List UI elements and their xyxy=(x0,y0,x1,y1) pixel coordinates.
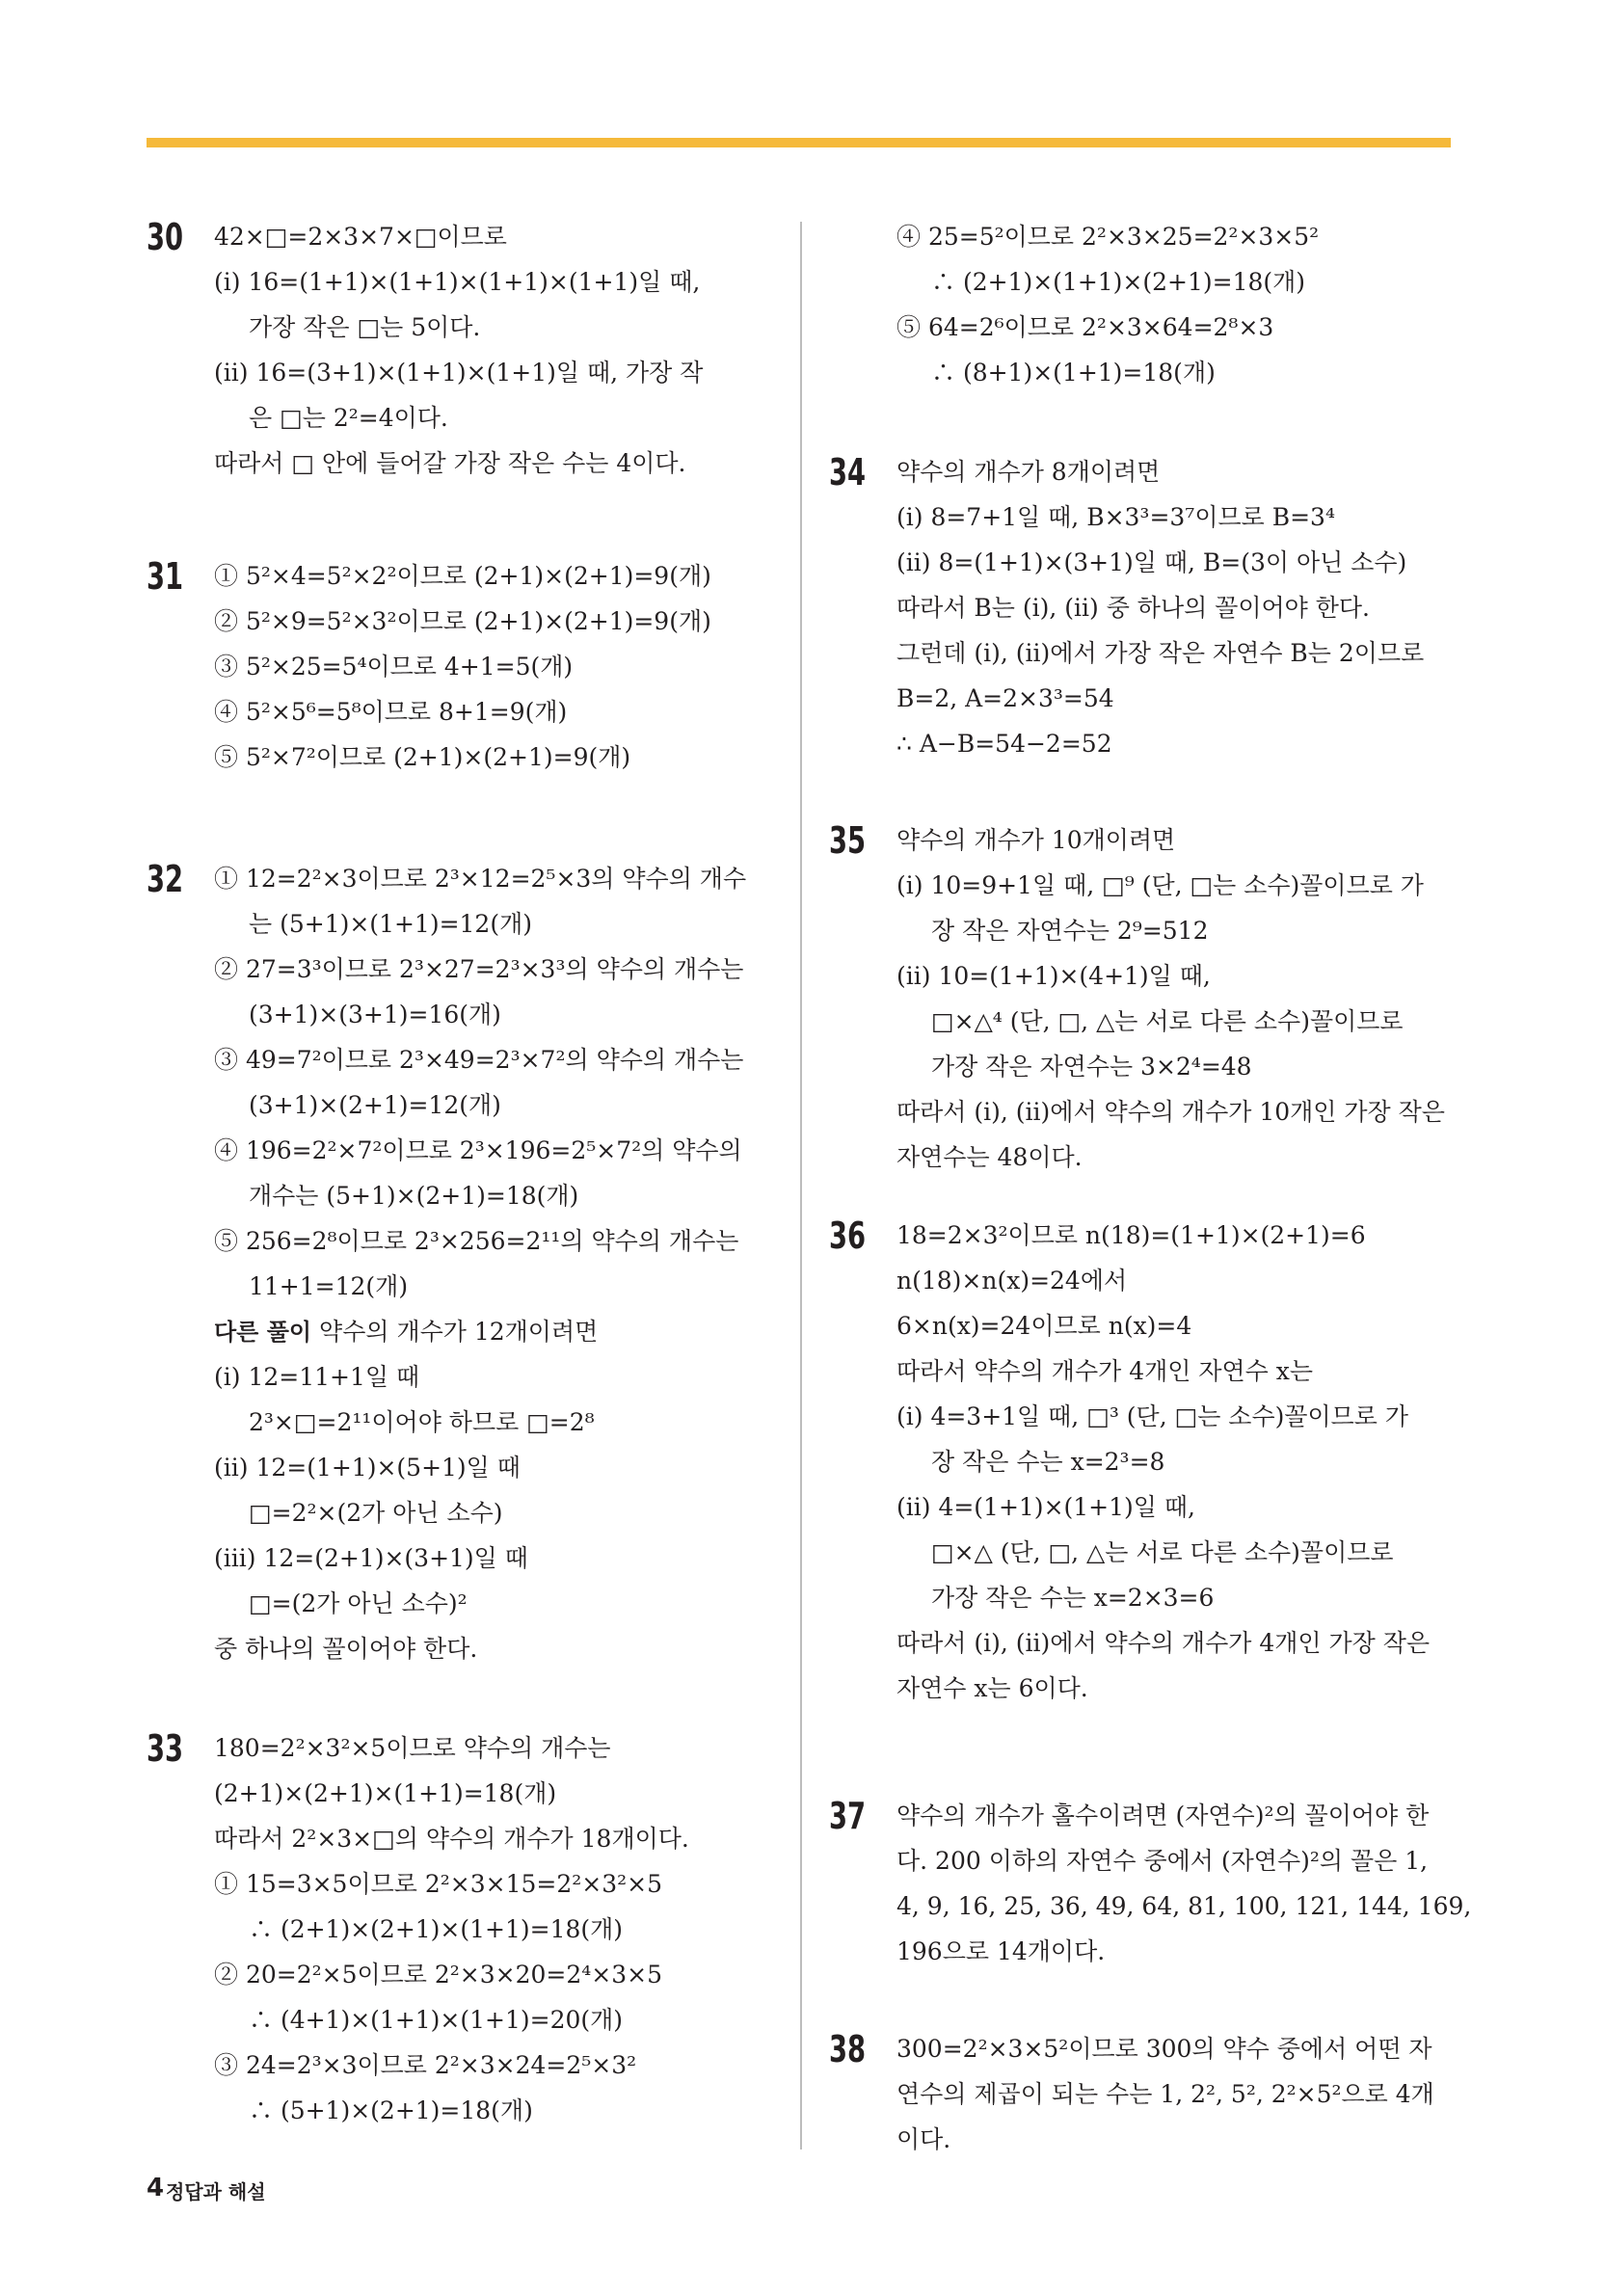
problem-block xyxy=(147,553,841,780)
solution-text: ∴ A−B=54−2=52 xyxy=(896,730,1112,758)
solution-line xyxy=(896,1883,1523,1929)
solution-line xyxy=(896,863,1523,908)
problem-number: 32 xyxy=(147,858,184,900)
solution-line xyxy=(896,908,1523,953)
solution-text: (3+1)×(2+1)=12(개) xyxy=(249,1091,501,1119)
solution-line xyxy=(896,259,1523,305)
solution-line xyxy=(896,630,1523,676)
solution-text: 장 작은 자연수는 2⁹=512 xyxy=(931,917,1209,945)
solution-line xyxy=(896,1530,1523,1575)
solution-text: 자연수는 48이다. xyxy=(896,1143,1083,1171)
solution-text: (iii) 12=(2+1)×(3+1)일 때 xyxy=(214,1544,528,1572)
solution-line xyxy=(214,305,841,350)
solution-text: 약수의 개수가 홀수이려면 (자연수)²의 꼴이어야 한 xyxy=(896,1802,1430,1829)
solution-line xyxy=(896,2117,1523,2162)
solution-line xyxy=(896,1044,1523,1089)
solution-line xyxy=(896,350,1523,395)
solution-line xyxy=(896,1135,1523,1180)
problem-block xyxy=(829,449,1523,766)
solution-line xyxy=(214,2042,841,2088)
solution-line xyxy=(214,2088,841,2133)
solution-text: (ii) 4=(1+1)×(1+1)일 때, xyxy=(896,1493,1195,1521)
solution-line xyxy=(896,2071,1523,2117)
solution-line xyxy=(214,1535,841,1581)
solution-text: □×△ (단, □, △는 서로 다른 소수)꼴이므로 xyxy=(931,1538,1394,1566)
solution-line xyxy=(214,1581,841,1626)
solution-line xyxy=(896,1089,1523,1135)
problem-block xyxy=(829,214,1523,395)
solution-text: (i) 8=7+1일 때, B×3³=3⁷이므로 B=3⁴ xyxy=(896,503,1335,531)
solution-text: 다. 200 이하의 자연수 중에서 (자연수)²의 꼴은 1, xyxy=(896,1847,1429,1875)
solution-line xyxy=(214,1173,841,1218)
solution-line xyxy=(896,1484,1523,1530)
solution-text: ② 27=3³이므로 2³×27=2³×3³의 약수의 개수는 xyxy=(214,955,744,983)
problem-number: 37 xyxy=(829,1795,867,1837)
solution-line xyxy=(896,449,1523,494)
solution-line xyxy=(214,1037,841,1082)
solution-line xyxy=(214,1725,841,1771)
solution-line xyxy=(896,540,1523,585)
solution-text: 약수의 개수가 12개이려면 xyxy=(319,1318,599,1346)
solution-text: ⑤ 64=2⁶이므로 2²×3×64=2⁸×3 xyxy=(896,313,1274,341)
solution-line xyxy=(214,992,841,1037)
solution-text: (2+1)×(2+1)×(1+1)=18(개) xyxy=(214,1779,557,1807)
solution-text: 2³×□=2¹¹이어야 하므로 □=2⁸ xyxy=(249,1408,595,1436)
footer-label: 정답과 해설 xyxy=(166,2180,266,2203)
solution-text: ① 12=2²×3이므로 2³×12=2⁵×3의 약수의 개수 xyxy=(214,865,747,893)
solution-text: ③ 5²×25=5⁴이므로 4+1=5(개) xyxy=(214,653,574,681)
solution-text: ∴ (2+1)×(1+1)×(2+1)=18(개) xyxy=(931,268,1306,296)
solution-line xyxy=(214,856,841,901)
solution-text: ⑤ 5²×7²이므로 (2+1)×(2+1)=9(개) xyxy=(214,743,631,771)
solution-line xyxy=(214,441,841,486)
solution-text: ∴ (2+1)×(2+1)×(1+1)=18(개) xyxy=(249,1915,624,1943)
solution-text: ∴ (4+1)×(1+1)×(1+1)=20(개) xyxy=(249,2006,624,2034)
solution-line xyxy=(214,1907,841,1952)
solution-text: ④ 5²×5⁶=5⁸이므로 8+1=9(개) xyxy=(214,698,568,726)
problem-number: 35 xyxy=(829,819,867,862)
problem-block xyxy=(829,2026,1523,2162)
solution-line xyxy=(214,599,841,644)
problem-number: 33 xyxy=(147,1727,184,1770)
solution-line xyxy=(214,1128,841,1173)
solution-text: 그런데 (i), (ii)에서 가장 작은 자연수 B는 2이므로 xyxy=(896,639,1425,667)
solution-text: 180=2²×3²×5이므로 약수의 개수는 xyxy=(214,1734,611,1762)
page-number: 4 xyxy=(147,2174,165,2203)
solution-text: (ii) 12=(1+1)×(5+1)일 때 xyxy=(214,1454,521,1482)
solution-line xyxy=(896,676,1523,721)
solution-line xyxy=(896,953,1523,999)
solution-line xyxy=(214,1445,841,1490)
solution-text: 가장 작은 □는 5이다. xyxy=(249,313,481,341)
solution-line xyxy=(214,1354,841,1400)
problem-number: 34 xyxy=(829,451,867,494)
problem-number: 36 xyxy=(829,1215,867,1257)
solution-line xyxy=(214,1490,841,1535)
solution-line xyxy=(214,689,841,734)
solution-line xyxy=(214,395,841,441)
solution-line xyxy=(214,1952,841,1997)
solution-text: ② 5²×9=5²×3²이므로 (2+1)×(2+1)=9(개) xyxy=(214,607,711,635)
solution-text: 따라서 2²×3×□의 약수의 개수가 18개이다. xyxy=(214,1825,689,1853)
solution-line xyxy=(896,817,1523,863)
solution-text: (ii) 10=(1+1)×(4+1)일 때, xyxy=(896,962,1211,990)
solution-text: (i) 10=9+1일 때, □⁹ (단, □는 소수)꼴이므로 가 xyxy=(896,871,1424,899)
solution-line xyxy=(214,901,841,947)
problem-number: 30 xyxy=(147,216,184,258)
solution-text: (3+1)×(3+1)=16(개) xyxy=(249,1001,501,1028)
solution-text: ∴ (8+1)×(1+1)=18(개) xyxy=(931,359,1216,387)
solution-text: 연수의 제곱이 되는 수는 1, 2², 5², 2²×5²으로 4개 xyxy=(896,2080,1434,2108)
solution-line xyxy=(214,1400,841,1445)
alternate-solution-label: 다른 풀이 xyxy=(214,1319,312,1346)
solution-text: 300=2²×3×5²이므로 300의 약수 중에서 어떤 자 xyxy=(896,2035,1432,2063)
solution-line xyxy=(896,1929,1523,1974)
solution-line xyxy=(214,1861,841,1907)
solution-line xyxy=(896,214,1523,259)
solution-text: □=(2가 아닌 소수)² xyxy=(249,1589,468,1617)
problem-block xyxy=(829,817,1523,1180)
solution-text: 장 작은 수는 x=2³=8 xyxy=(931,1448,1165,1476)
solution-line xyxy=(214,1626,841,1671)
solution-line xyxy=(896,1838,1523,1883)
problem-block xyxy=(829,1213,1523,1711)
solution-line xyxy=(214,1997,841,2042)
solution-text: 따라서 □ 안에 들어갈 가장 작은 수는 4이다. xyxy=(214,449,686,477)
solution-line xyxy=(896,1620,1523,1666)
solution-line xyxy=(214,644,841,689)
solution-line xyxy=(214,350,841,395)
solution-line xyxy=(214,734,841,780)
solution-text: 이다. xyxy=(896,2125,951,2153)
solution-line xyxy=(896,1348,1523,1394)
solution-text: 약수의 개수가 8개이려면 xyxy=(896,458,1161,486)
problem-number: 31 xyxy=(147,555,184,598)
solution-line xyxy=(896,305,1523,350)
problem-block xyxy=(147,1725,841,2133)
solution-text: □×△⁴ (단, □, △는 서로 다른 소수)꼴이므로 xyxy=(931,1007,1404,1035)
solution-text: ③ 24=2³×3이므로 2²×3×24=2⁵×3² xyxy=(214,2051,637,2079)
solution-line xyxy=(214,1264,841,1309)
solution-text: (i) 12=11+1일 때 xyxy=(214,1363,420,1391)
solution-line xyxy=(896,1666,1523,1711)
solution-text: 18=2×3²이므로 n(18)=(1+1)×(2+1)=6 xyxy=(896,1221,1366,1249)
solution-text: 따라서 (i), (ii)에서 약수의 개수가 4개인 가장 작은 xyxy=(896,1629,1431,1657)
solution-text: 약수의 개수가 10개이려면 xyxy=(896,826,1176,854)
problem-block xyxy=(829,1793,1523,1974)
solution-line xyxy=(214,1218,841,1264)
solution-text: n(18)×n(x)=24에서 xyxy=(896,1267,1128,1295)
solution-text: 따라서 B는 (i), (ii) 중 하나의 꼴이어야 한다. xyxy=(896,594,1370,622)
solution-text: ④ 196=2²×7²이므로 2³×196=2⁵×7²의 약수의 xyxy=(214,1136,742,1164)
solution-line xyxy=(214,1309,841,1354)
solution-text: 가장 작은 자연수는 3×2⁴=48 xyxy=(931,1053,1252,1081)
solution-line xyxy=(214,947,841,992)
solution-line xyxy=(214,1816,841,1861)
problem-number: 38 xyxy=(829,2028,867,2070)
solution-text: 은 □는 2²=4이다. xyxy=(249,404,448,432)
solution-text: 42×□=2×3×7×□이므로 xyxy=(214,223,507,251)
solution-text: ④ 25=5²이므로 2²×3×25=2²×3×5² xyxy=(896,223,1320,251)
solution-text: (i) 16=(1+1)×(1+1)×(1+1)×(1+1)일 때, xyxy=(214,268,701,296)
solution-text: ② 20=2²×5이므로 2²×3×20=2⁴×3×5 xyxy=(214,1961,663,1989)
solution-line xyxy=(896,1303,1523,1348)
solution-text: 따라서 약수의 개수가 4개인 자연수 x는 xyxy=(896,1357,1313,1385)
solution-line xyxy=(214,1771,841,1816)
solution-text: (ii) 8=(1+1)×(3+1)일 때, B=(3이 아닌 소수) xyxy=(896,548,1407,576)
solution-line xyxy=(214,1082,841,1128)
problem-block xyxy=(147,214,841,486)
solution-text: 4, 9, 16, 25, 36, 49, 64, 81, 100, 121, 144, 169, xyxy=(896,1892,1472,1920)
solution-line xyxy=(896,2026,1523,2071)
solution-line xyxy=(896,1439,1523,1484)
solution-line xyxy=(896,1258,1523,1303)
solution-text: 개수는 (5+1)×(2+1)=18(개) xyxy=(249,1182,579,1210)
problem-block xyxy=(147,856,841,1671)
solution-text: 자연수 x는 6이다. xyxy=(896,1674,1088,1702)
solution-text: 11+1=12(개) xyxy=(249,1272,409,1300)
solution-line xyxy=(214,259,841,305)
solution-text: ① 15=3×5이므로 2²×3×15=2²×3²×5 xyxy=(214,1870,663,1898)
solution-text: ∴ (5+1)×(2+1)=18(개) xyxy=(249,2096,533,2124)
solution-line xyxy=(896,999,1523,1044)
solution-text: ① 5²×4=5²×2²이므로 (2+1)×(2+1)=9(개) xyxy=(214,562,711,590)
solution-text: 중 하나의 꼴이어야 한다. xyxy=(214,1635,478,1663)
solution-line xyxy=(214,553,841,599)
solution-text: 가장 작은 수는 x=2×3=6 xyxy=(931,1584,1215,1612)
solution-text: (ii) 16=(3+1)×(1+1)×(1+1)일 때, 가장 작 xyxy=(214,359,704,387)
solution-text: (i) 4=3+1일 때, □³ (단, □는 소수)꼴이므로 가 xyxy=(896,1402,1409,1430)
solution-text: 196으로 14개이다. xyxy=(896,1937,1106,1965)
solution-text: 6×n(x)=24이므로 n(x)=4 xyxy=(896,1312,1192,1340)
solution-line xyxy=(896,494,1523,540)
solution-line xyxy=(214,214,841,259)
solution-line xyxy=(896,721,1523,766)
solution-text: ⑤ 256=2⁸이므로 2³×256=2¹¹의 약수의 개수는 xyxy=(214,1227,739,1255)
solution-line xyxy=(896,1575,1523,1620)
solution-text: ③ 49=7²이므로 2³×49=2³×7²의 약수의 개수는 xyxy=(214,1046,744,1074)
header-accent-rule xyxy=(147,138,1451,147)
solution-text: B=2, A=2×3³=54 xyxy=(896,684,1114,712)
solution-text: 는 (5+1)×(1+1)=12(개) xyxy=(249,910,532,938)
solution-text: □=2²×(2가 아닌 소수) xyxy=(249,1499,503,1527)
solution-line xyxy=(896,1213,1523,1258)
solution-line xyxy=(896,585,1523,630)
solution-text: 따라서 (i), (ii)에서 약수의 개수가 10개인 가장 작은 xyxy=(896,1098,1445,1126)
solution-line xyxy=(896,1394,1523,1439)
solution-line xyxy=(896,1793,1523,1838)
